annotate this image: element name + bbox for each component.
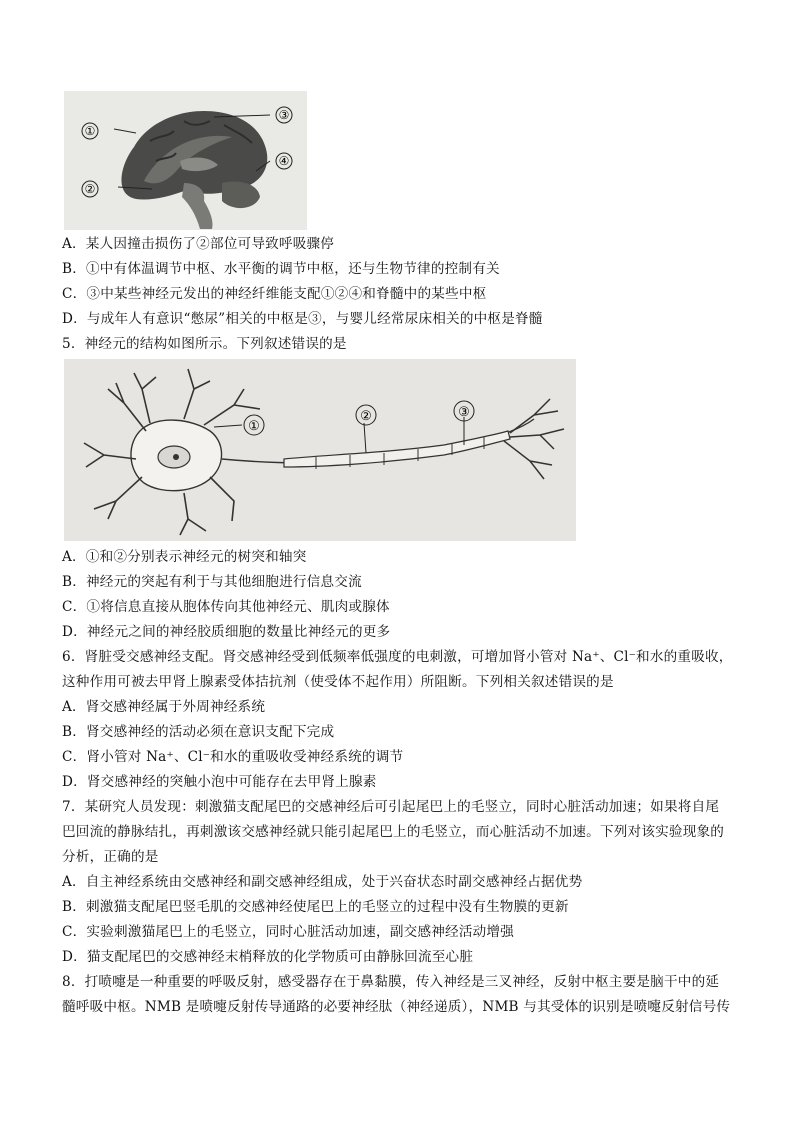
q6-option-d: D．肾交感神经的突触小泡中可能存在去甲肾上腺素: [62, 774, 377, 790]
q5-option-a: A．①和②分别表示神经元的树突和轴突: [62, 549, 307, 565]
q4-option-c: C．③中某些神经元发出的神经纤维能支配①②④和脊髓中的某些中枢: [62, 286, 487, 302]
q8-stem-line-1: 8．打喷嚏是一种重要的呼吸反射，感受器存在于鼻黏膜，传入神经是三叉神经，反射中枢主要是脑干中的延: [62, 974, 720, 990]
neuron-label-2: ②: [360, 409, 372, 424]
q6-stem-line-2: 这种作用可被去甲肾上腺素受体拮抗剂（使受体不起作用）所阻断。下列相关叙述错误的是: [62, 674, 614, 690]
q7-option-a: A．自主神经系统由交感神经和副交感神经组成，处于兴奋状态时副交感神经占据优势: [62, 874, 583, 890]
neuron-label-3: ③: [458, 405, 470, 420]
brain-label-4: ④: [278, 154, 290, 168]
brain-label-3: ③: [278, 108, 290, 122]
q8-stem-line-2: 髓呼吸中枢。NMB 是喷嚏反射传导通路的必要神经肽（神经递质），NMB 与其受体的识别是喷嚏反射信号传: [62, 999, 731, 1015]
q7-stem-line-3: 分析，正确的是: [62, 849, 159, 865]
brain-label-1: ①: [84, 124, 96, 138]
neuron-figure: [64, 359, 576, 541]
q6-option-c: C．肾小管对 Na⁺、Cl⁻和水的重吸收受神经系统的调节: [62, 749, 404, 765]
q4-option-b: B．①中有体温调节中枢、水平衡的调节中枢，还与生物节律的控制有关: [62, 261, 500, 277]
q7-stem-line-1: 7．某研究人员发现：刺激猫支配尾巴的交感神经后可引起尾巴上的毛竖立，同时心脏活动加速；如果将自尾: [62, 799, 720, 815]
q5-stem: 5．神经元的结构如图所示。下列叙述错误的是: [62, 336, 347, 352]
neuron-label-1: ①: [248, 419, 260, 434]
q6-option-a: A．肾交感神经属于外周神经系统: [62, 699, 266, 715]
brain-label-2: ②: [84, 182, 96, 196]
q7-option-b: B．刺激猫支配尾巴竖毛肌的交感神经使尾巴上的毛竖立的过程中没有生物膜的更新: [62, 899, 569, 915]
brain-illustration: [64, 91, 307, 230]
q6-option-b: B．肾交感神经的活动必须在意识支配下完成: [62, 724, 335, 740]
neuron-illustration: [64, 359, 576, 541]
q5-option-d: D．神经元之间的神经胶质细胞的数量比神经元的更多: [62, 624, 391, 640]
q7-stem-line-2: 巴回流的静脉结扎，再刺激该交感神经就只能引起尾巴上的毛竖立，而心脏活动不加速。下列对该实验现象的: [62, 824, 725, 840]
q4-option-a: A．某人因撞击损伤了②部位可导致呼吸骤停: [62, 236, 335, 252]
q5-option-b: B．神经元的突起有利于与其他细胞进行信息交流: [62, 574, 362, 590]
q7-option-d: D．猫支配尾巴的交感神经末梢释放的化学物质可由静脉回流至心脏: [62, 949, 474, 965]
q6-stem-line-1: 6．肾脏受交感神经支配。肾交感神经受到低频率低强度的电刺激，可增加肾小管对 Na⁺、Cl⁻和水的重吸收，: [62, 649, 733, 665]
q7-option-c: C．实验刺激猫尾巴上的毛竖立，同时心脏活动加速，副交感神经活动增强: [62, 924, 514, 940]
q4-option-d: D．与成年人有意识“憋尿”相关的中枢是③，与婴儿经常尿床相关的中枢是脊髓: [62, 311, 543, 327]
q5-option-c: C．①将信息直接从胞体传向其他神经元、肌肉或腺体: [62, 599, 390, 615]
brain-figure: [64, 91, 307, 230]
